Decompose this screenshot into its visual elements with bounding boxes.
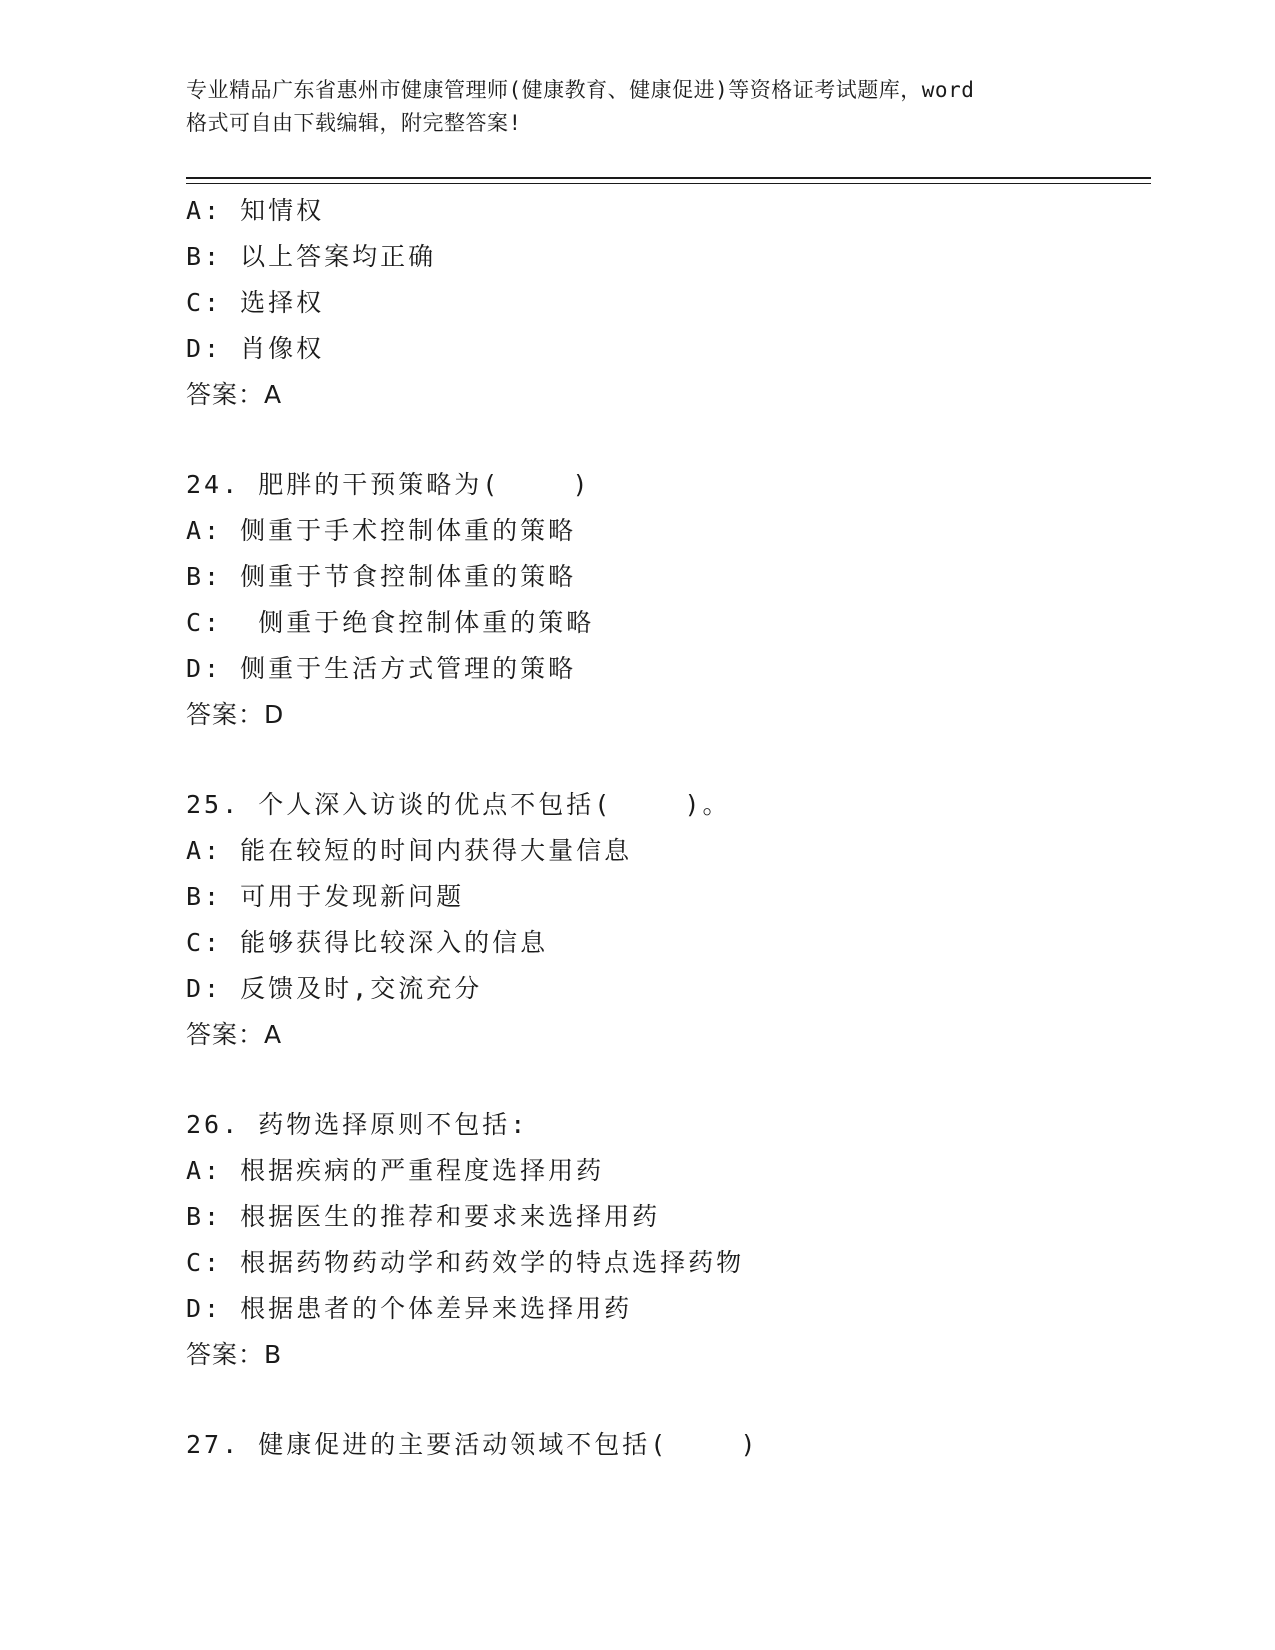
option-c: C: 能够获得比较深入的信息 bbox=[186, 928, 549, 957]
spacer bbox=[186, 1378, 1146, 1422]
option-a: A: 能在较短的时间内获得大量信息 bbox=[186, 836, 633, 865]
option-b: B: 侧重于节食控制体重的策略 bbox=[186, 562, 577, 591]
document-header bbox=[186, 74, 1086, 140]
question-stem: 27. 健康促进的主要活动领域不包括( ) bbox=[186, 1430, 759, 1459]
option-a: A: 侧重于手术控制体重的策略 bbox=[186, 516, 577, 545]
header-line-1: 专业精品广东省惠州市健康管理师(健康教育、健康促进)等资格证考试题库，word bbox=[186, 78, 975, 102]
question-23 bbox=[186, 188, 1146, 418]
option-b: B: 根据医生的推荐和要求来选择用药 bbox=[186, 1202, 661, 1231]
answer-line: 答案：B bbox=[186, 1340, 283, 1369]
option-b: B: 以上答案均正确 bbox=[186, 242, 437, 271]
question-27 bbox=[186, 1422, 1146, 1468]
header-line-2: 格式可自由下载编辑，附完整答案! bbox=[186, 111, 522, 135]
option-c: C: 选择权 bbox=[186, 288, 325, 317]
question-stem: 26. 药物选择原则不包括: bbox=[186, 1110, 529, 1139]
option-a: A: 根据疾病的严重程度选择用药 bbox=[186, 1156, 605, 1185]
option-c: C: 侧重于绝食控制体重的策略 bbox=[186, 608, 595, 637]
answer-line: 答案：A bbox=[186, 380, 283, 409]
question-list bbox=[186, 188, 1146, 1468]
option-d: D: 根据患者的个体差异来选择用药 bbox=[186, 1294, 633, 1323]
option-d: D: 反馈及时,交流充分 bbox=[186, 974, 483, 1003]
option-d: D: 肖像权 bbox=[186, 334, 325, 363]
answer-line: 答案：A bbox=[186, 1020, 283, 1049]
question-stem: 24. 肥胖的干预策略为( ) bbox=[186, 470, 591, 499]
option-c: C: 根据药物药动学和药效学的特点选择药物 bbox=[186, 1248, 745, 1277]
option-a: A: 知情权 bbox=[186, 196, 325, 225]
header-rule-thin bbox=[186, 183, 1151, 184]
question-25 bbox=[186, 782, 1146, 1058]
answer-line: 答案：D bbox=[186, 700, 285, 729]
question-24 bbox=[186, 462, 1146, 738]
option-d: D: 侧重于生活方式管理的策略 bbox=[186, 654, 577, 683]
spacer bbox=[186, 1058, 1146, 1102]
header-rule-thick bbox=[186, 177, 1151, 179]
question-26 bbox=[186, 1102, 1146, 1378]
option-b: B: 可用于发现新问题 bbox=[186, 882, 465, 911]
question-stem: 25. 个人深入访谈的优点不包括( )。 bbox=[186, 790, 731, 819]
spacer bbox=[186, 418, 1146, 462]
spacer bbox=[186, 738, 1146, 782]
